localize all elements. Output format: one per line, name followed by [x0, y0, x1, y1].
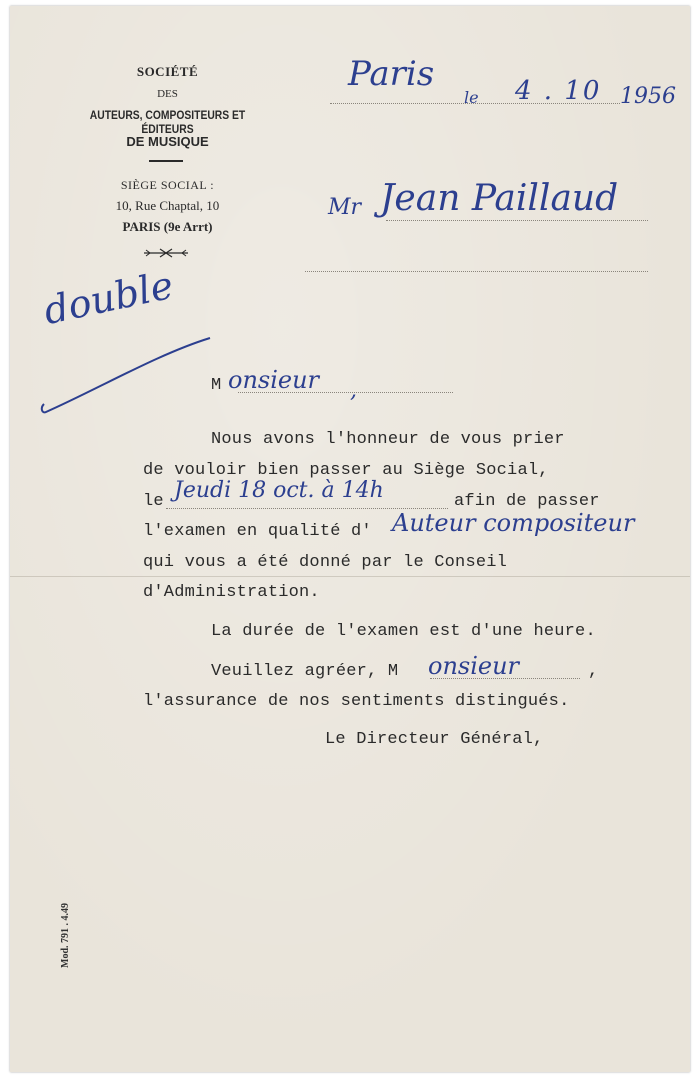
ornament-icon: [142, 246, 190, 260]
date-day-month: 4 . 10: [515, 76, 602, 106]
recipient-dotted-line: [386, 220, 648, 221]
form-reference: Mod. 791 . 4.49: [60, 903, 71, 968]
address-street: 10, Rue Chaptal, 10: [115, 198, 220, 213]
recipient-name: Jean Paillaud: [380, 178, 619, 219]
address-label: SIÈGE SOCIAL :: [120, 178, 215, 192]
letterhead-line4: DE MUSIQUE: [126, 134, 209, 149]
salutation-hand: onsieur: [228, 366, 320, 394]
paper-fold: [10, 576, 690, 577]
body-duration: La durée de l'examen est d'une heure.: [211, 622, 596, 641]
qualification-hand: Auteur compositeur: [392, 509, 635, 537]
annotation-double: double: [40, 262, 177, 334]
closing-hand: onsieur: [428, 652, 520, 680]
salutation-prefix: M: [211, 376, 222, 395]
address-city: PARIS (9e Arrt): [122, 219, 213, 234]
letterhead-rule: [149, 160, 183, 162]
exam-date-hand: Jeudi 18 oct. à 14h: [174, 478, 384, 503]
body-line-6: d'Administration.: [143, 583, 320, 602]
closing-line-2: l'assurance de nos sentiments distingués.: [143, 692, 570, 711]
recipient-title: Mr: [328, 195, 362, 220]
signature-line: Le Directeur Général,: [325, 730, 544, 749]
letterhead-line2: DES: [157, 88, 178, 100]
body-line-4-prefix: l'examen en qualité d': [143, 522, 372, 541]
body-line-2: de vouloir bien passer au Siège Social,: [143, 461, 549, 480]
letterhead-line1: SOCIÉTÉ: [136, 64, 199, 79]
letterhead-line3: AUTEURS, COMPOSITEURS ET ÉDITEURS: [89, 108, 246, 136]
body-line-5: qui vous a été donné par le Conseil: [143, 553, 508, 572]
body-line-1: Nous avons l'honneur de vous prier: [211, 430, 565, 449]
body-line-3-le: le: [143, 492, 164, 511]
closing-line-1-prefix: Veuillez agréer, M: [211, 662, 399, 681]
date-year: 1956: [620, 84, 676, 109]
body-line-3-rest: afin de passer: [454, 492, 600, 511]
closing-comma: ,: [588, 662, 599, 681]
date-city: Paris: [348, 54, 435, 94]
salutation-comma: ,: [350, 378, 357, 403]
annotation-underline: [38, 334, 218, 419]
date-le: le: [464, 88, 479, 107]
recipient-address-line: [305, 271, 648, 272]
